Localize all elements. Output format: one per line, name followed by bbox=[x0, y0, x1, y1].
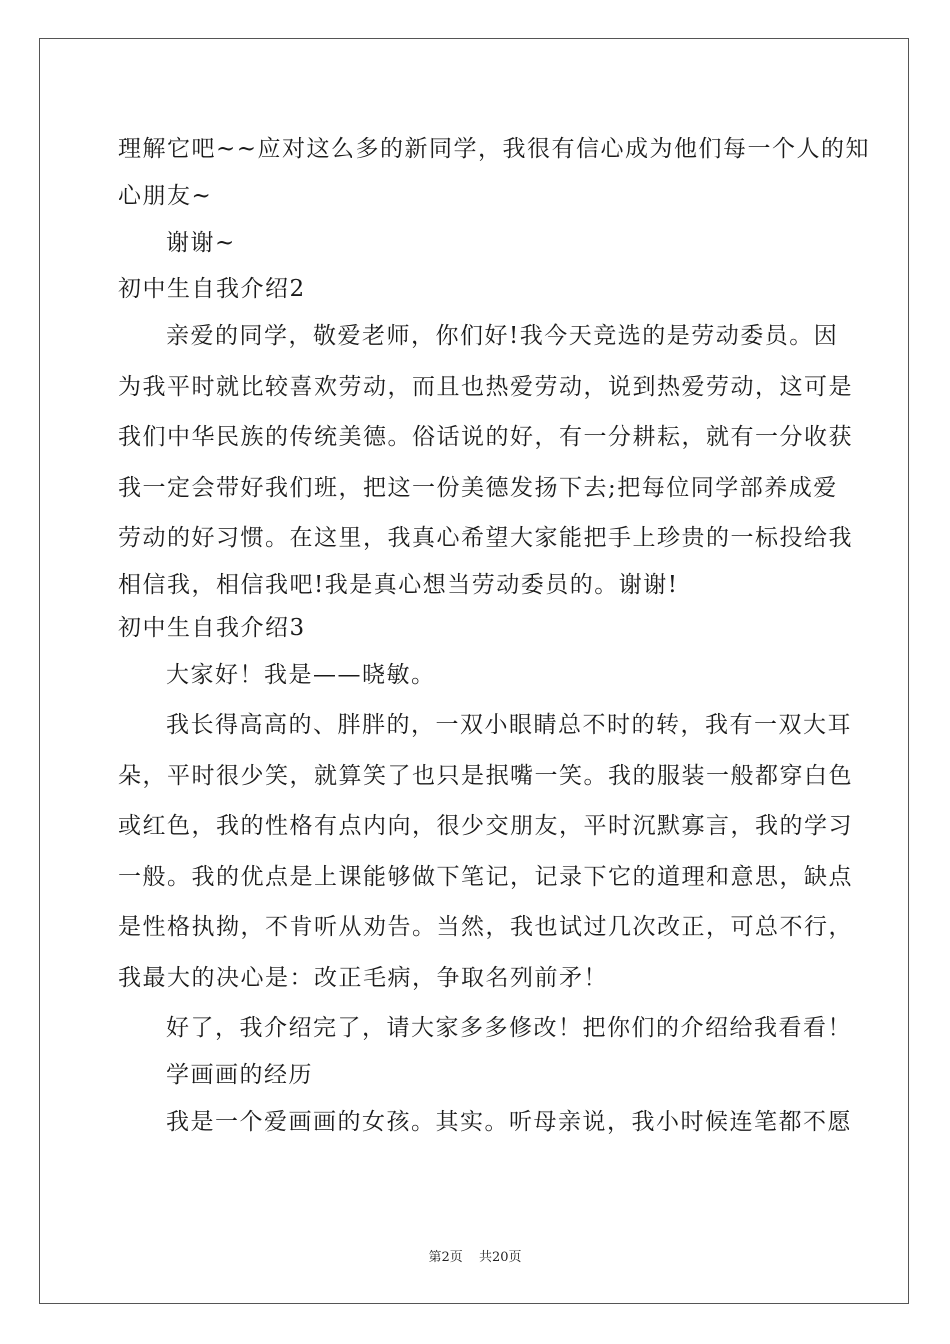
document-body bbox=[118, 124, 871, 1147]
paragraph-line: 我最大的决心是：改正毛病，争取名列前矛！ bbox=[118, 964, 608, 991]
page-number: 第2页 bbox=[428, 1250, 463, 1265]
paragraph-line: 为我平时就比较喜欢劳动，而且也热爱劳动，说到热爱劳动，这可是 bbox=[118, 373, 853, 400]
section-heading: 初中生自我介绍2 bbox=[118, 276, 306, 302]
paragraph-line: 我一定会带好我们班，把这一份美德发扬下去;把每位同学部养成爱 bbox=[118, 474, 838, 501]
paragraph-line: 朵，平时很少笑，就算笑了也只是抿嘴一笑。我的服装一般都穿白色 bbox=[118, 762, 853, 789]
paragraph-line: 心朋友~ bbox=[118, 182, 213, 209]
paragraph-line: 或红色，我的性格有点内向，很少交朋友，平时沉默寡言，我的学习 bbox=[118, 813, 853, 839]
paragraph-line: 亲爱的同学，敬爱老师，你们好!我今天竞选的是劳动委员。因 bbox=[166, 323, 839, 349]
paragraph-line: 劳动的好习惯。在这里，我真心希望大家能把手上珍贵的一标投给我 bbox=[118, 525, 853, 551]
paragraph-line: 我是一个爱画画的女孩。其实。听母亲说，我小时候连笔都不愿 bbox=[166, 1108, 852, 1135]
paragraph-line: 好了，我介绍完了，请大家多多修改！把你们的介绍给我看看！ bbox=[166, 1015, 852, 1041]
paragraph-line: 一般。我的优点是上课能够做下笔记，记录下它的道理和意思，缺点 bbox=[118, 863, 853, 890]
paragraph-line: 我长得高高的、胖胖的，一双小眼睛总不时的转，我有一双大耳 bbox=[166, 712, 852, 738]
paragraph-line: 谢谢~ bbox=[166, 229, 236, 256]
page-footer bbox=[0, 1246, 950, 1265]
section-heading: 学画画的经历 bbox=[166, 1061, 313, 1088]
paragraph-line: 相信我，相信我吧!我是真心想当劳动委员的。谢谢! bbox=[118, 571, 679, 598]
paragraph-line: 理解它吧~~应对这么多的新同学，我很有信心成为他们每一个人的知 bbox=[118, 136, 871, 162]
paragraph-line: 大家好！我是——晓敏。 bbox=[166, 661, 436, 688]
paragraph-line: 我们中华民族的传统美德。俗话说的好，有一分耕耘，就有一分收获 bbox=[118, 424, 853, 450]
page-total: 共20页 bbox=[478, 1250, 522, 1265]
section-heading: 初中生自我介绍3 bbox=[118, 614, 306, 641]
paragraph-line: 是性格执拗，不肯听从劝告。当然，我也试过几次改正，可总不行， bbox=[118, 914, 853, 940]
